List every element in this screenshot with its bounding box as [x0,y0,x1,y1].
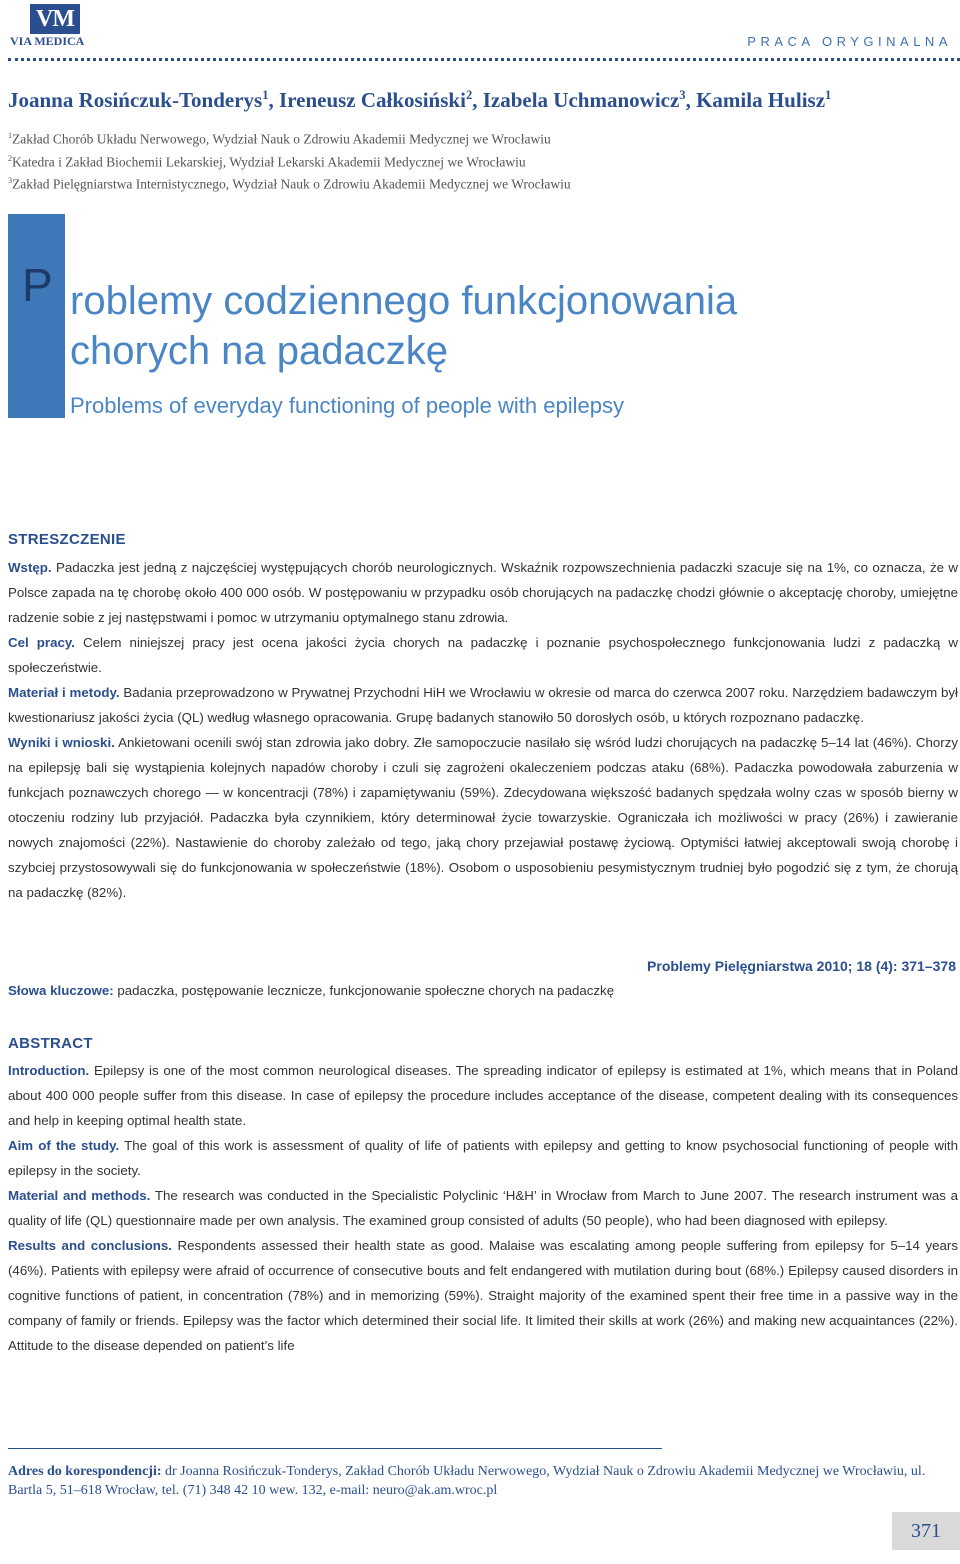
keywords-text: padaczka, postępowanie lecznicze, funkcjonowanie społeczne chorych na padaczkę [113,983,615,998]
footer-rule [8,1448,662,1449]
author-sup: 1 [825,88,832,102]
page-number: 371 [892,1512,960,1550]
paragraph-wyniki [8,730,958,905]
logo-text: VIA MEDICA [10,34,85,48]
author-sup: 3 [679,88,686,102]
paragraph-text: Respondents assessed their health state as good. Malaise was escalating among people suffering from epilepsy for 5–14 years (46%). Patients with epilepsy were afraid of occurrence of consecutive bouts and felt endangered with mutilation during bout (68%.) Epilepsy caused disorders in cognitive functions of patient, in concentration (78%) and in memorizing (59%). Straight majority of the examined spent their free time in a passive way in the company of family or friends. Epilepsy was the factor which determined their social life. It limited their skills at work (26%) and making new acquaintances (22%). Attitude to the disease depended on patient’s life [8,1238,958,1353]
top-dotted-rule [8,58,960,61]
affiliation-text: Zakład Chorób Układu Nerwowego, Wydział Nauk o Zdrowiu Akademii Medycznej we Wrocławiu [12,131,551,147]
paragraph-introduction [8,1058,958,1133]
english-title: Problems of everyday functioning of people with epilepsy [70,393,624,418]
paragraph-material [8,1183,958,1233]
paragraph-text: Badania przeprowadzono w Prywatnej Przychodni HiH we Wrocławiu w okresie od marca do czerwca 2007 roku. Narzędziem badawczym był kwestionariusz jakości życia (QL) według własnego opracowania. Grupę badanych stanowiło 50 dorosłych osób, u których rozpoznano padaczkę. [8,685,958,725]
affiliations [8,126,958,194]
title-line-2: chorych na padaczkę [70,329,449,373]
keywords-label: Słowa kluczowe: [8,983,114,998]
lead-label: Introduction. [8,1063,90,1078]
affiliation-line [8,149,958,172]
paragraph-text: The research was conducted in the Specialistic Polyclinic ‘H&H’ in Wrocław from March to June 2007. The research instrument was a quality of life (QL) questionnaire made per own analysis. The examined group consisted of adults (50 people), who had been diagnosed with epilepsy. [8,1188,958,1228]
paragraph-wstep [8,555,958,630]
paragraph-material [8,680,958,730]
lead-label: Wstęp. [8,560,52,575]
author-sup: 2 [465,88,473,102]
title-drop-letter: P [22,259,53,311]
keywords [8,983,614,998]
streszczenie-heading: STRESZCZENIE [8,531,126,548]
lead-label: Results and conclusions. [8,1238,173,1253]
author-name: Izabela Uchmanowicz [482,88,680,112]
publisher-logo [10,4,100,50]
paragraph-text: Padaczka jest jedną z najczęściej występujących chorób neurologicznych. Wskaźnik rozpowszechnienia padaczki szacuje się na 1%, co oznacza, że w Polsce zapada na tę chorobę około 400 000 osób. W postępowaniu w przypadku osób chorujących na padaczkę chodzi głównie o akceptację choroby, umiejętne radzenie sobie z jej następstwami i pomoc w utrzymaniu optymalnego stanu zdrowia. [8,560,958,625]
lead-label: Materiał i metody. [8,685,120,700]
abstract-body [8,1058,958,1358]
lead-label: Aim of the study. [8,1138,120,1153]
paragraph-text: Ankietowani ocenili swój stan zdrowia jako dobry. Złe samopoczucie nasilało się wśród ludzi chorujących na padaczkę 5–14 lat (46%). Chorzy na epilepsję bali się wystąpienia kolejnych napadów choroby i czuli się zagrożeni okaleczeniem podczas ataku (68%). Padaczka powodowała zaburzenia w funkcjach poznawczych chorego — w koncentracji (78%) i zapamiętywaniu (59%). Zdecydowana większość badanych spędzała wolny czas w sposób bierny w otoczeniu rodziny lub przyjaciół. Padaczka była czynnikiem, który determinował życie towarzyskie. Ograniczała ich możliwości w pracy (26%) i zawieranie nowych znajomości (22%). Nastawienie do choroby zależało od tego, jaką chory przejawiał postawę życiową. Optymiści łatwiej akceptowali swoją chorobę i szybciej przystosowywali się do funkcjonowania w społeczeństwie (18%). Osobom o usposobieniu pesymistycznym trudniej było pogodzić się z tym, że chorują na padaczkę (82%). [8,735,959,900]
section-label: PRACA ORYGINALNA [747,34,952,49]
affiliation-sup: 1 [8,131,13,140]
journal-citation: Problemy Pielęgniarstwa 2010; 18 (4): 371–378 [647,958,956,974]
lead-label: Material and methods. [8,1188,151,1203]
correspondence-address [8,1462,958,1500]
correspondence-text: dr Joanna Rosińczuk-Tonderys, Zakład Chorób Układu Nerwowego, Wydział Nauk o Zdrowiu Akademii Medycznej we Wrocławiu, ul. Bartla 5, 51–618 Wrocław, tel. (71) 348 42 10 wew. 132, e-mail: neuro@ak.am.wroc.pl [8,1464,926,1498]
title-accent-block [8,214,65,418]
article-title [70,276,950,376]
abstract-heading: ABSTRACT [8,1035,93,1052]
paragraph-aim [8,1133,958,1183]
logo-mark: VM [30,4,80,34]
affiliation-sup: 3 [8,176,13,185]
affiliation-text: Katedra i Zakład Biochemii Lekarskiej, Wydział Lekarski Akademii Medycznej we Wrocławiu [12,154,526,169]
affiliation-line [8,171,958,194]
lead-label: Wyniki i wnioski. [8,735,115,750]
paragraph-cel [8,630,958,680]
paragraph-text: Epilepsy is one of the most common neurological diseases. The spreading indicator of epilepsy is estimated at 1%, which means that in Poland about 400 000 people suffer from this disease. In case of epilepsy the procedure includes acceptance of the disease, competent dealing with its consequences and help in keeping optimal health state. [8,1063,958,1128]
author-name: Kamila Hulisz [696,88,826,112]
affiliation-line [8,126,958,149]
correspondence-label: Adres do korespondencji: [8,1464,162,1479]
authors-line: Joanna Rosińczuk-Tonderys$^1$, Ireneusz Całkosiński$^2$, Izabela Uchmanowicz$^3$, Kamila Hulisz$^1$ [8,88,832,112]
author-name: Joanna Rosińczuk-Tonderys [8,88,263,112]
streszczenie-body [8,555,958,905]
affiliation-text: Zakład Pielęgniarstwa Internistycznego, Wydział Nauk o Zdrowiu Akademii Medycznej we Wrocławiu [12,176,571,192]
lead-label: Cel pracy. [8,635,75,650]
paragraph-text: Celem niniejszej pracy jest ocena jakości życia chorych na padaczkę i poznanie psychospołecznego funkcjonowania ludzi z padaczką w społeczeństwie. [8,635,959,675]
paragraph-results [8,1233,958,1358]
title-line-1: roblemy codziennego funkcjonowania [70,279,738,323]
affiliation-sup: 2 [8,153,13,163]
author-sup: 1 [262,88,269,102]
paragraph-text: The goal of this work is assessment of quality of life of patients with epilepsy and getting to know psychosocial functioning of people with epilepsy in the society. [8,1138,958,1178]
author-name: Ireneusz Całkosiński [279,88,466,112]
